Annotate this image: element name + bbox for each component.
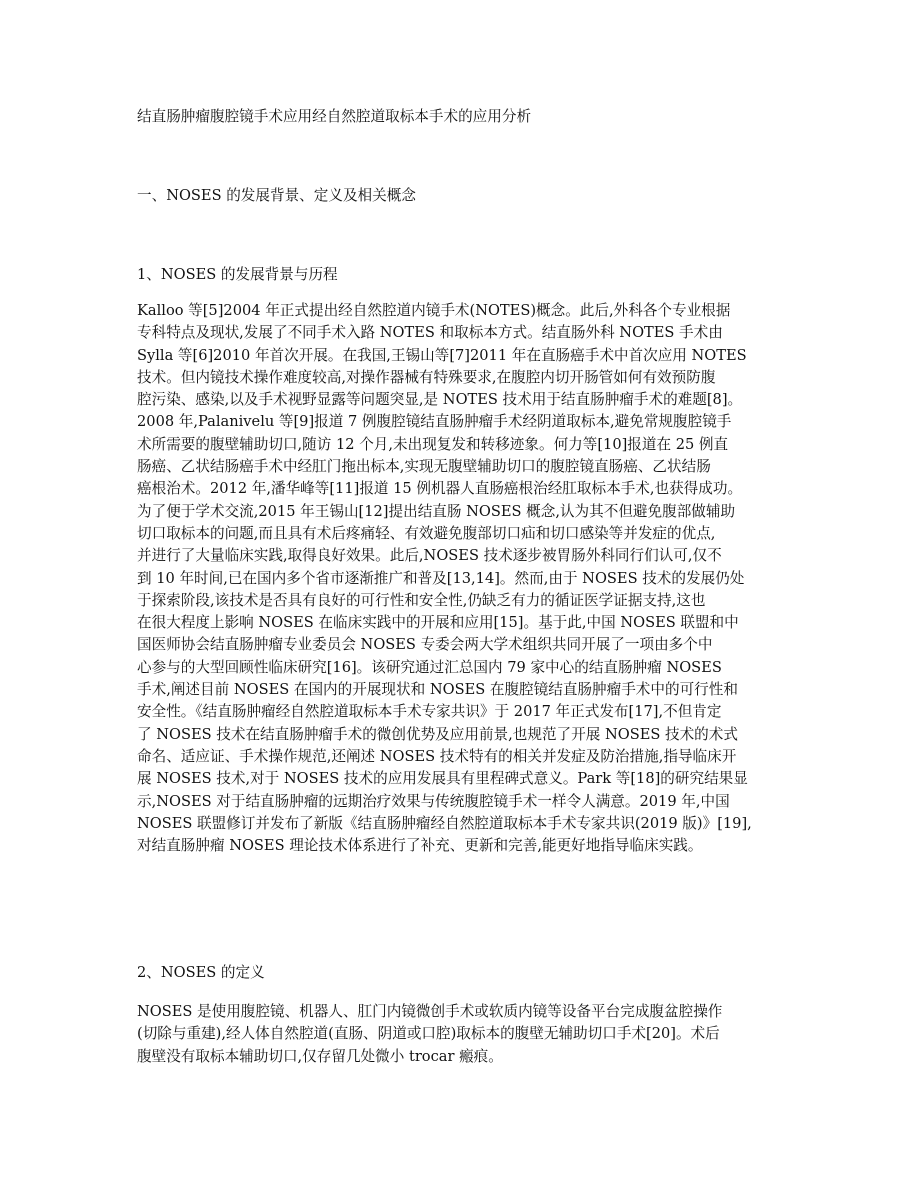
paragraph-line: 为了便于学术交流,2015 年王锡山[12]提出结直肠 NOSES 概念,认为其不但避免腹部做辅助 <box>137 502 736 520</box>
paragraph-line: 肠癌、乙状结肠癌手术中经肛门拖出标本,实现无腹壁辅助切口的腹腔镜直肠癌、乙状结肠 <box>137 458 711 476</box>
paragraph-line: 国医师协会结直肠肿瘤专业委员会 NOSES 专委会两大学术组织共同开展了一项由多个中 <box>137 636 713 654</box>
paragraph-line: 命名、适应证、手术操作规范,还阐述 NOSES 技术特有的相关并发症及防治措施,指导临床开 <box>137 747 737 765</box>
paragraph-line: 专科特点及现状,发展了不同手术入路 NOTES 和取标本方式。结直肠外科 NOTES 手术由 <box>137 324 723 342</box>
paragraph-line: 腔污染、感染,以及手术视野显露等问题突显,是 NOTES 技术用于结直肠肿瘤手术的难题[8]。 <box>137 391 743 409</box>
paragraph-line: 腹壁没有取标本辅助切口,仅存留几处微小 trocar 瘢痕。 <box>137 1047 503 1065</box>
paragraph-line: 切口取标本的问题,而且具有术后疼痛轻、有效避免腹部切口疝和切口感染等并发症的优点, <box>137 524 716 542</box>
paragraph-line: 了 NOSES 技术在结直肠肿瘤手术的微创优势及应用前景,也规范了开展 NOSES 技术的术式 <box>137 725 738 743</box>
paragraph-line: 示,NOSES 对于结直肠肿瘤的远期治疗效果与传统腹腔镜手术一样令人满意。2019 年,中国 <box>137 792 730 810</box>
paragraph-line: NOSES 是使用腹腔镜、机器人、肛门内镜微创手术或软质内镜等设备平台完成腹盆腔操作 <box>137 1003 723 1020</box>
paragraph-line: Kalloo 等[5]2004 年正式提出经自然腔道内镜手术(NOTES)概念。此后,外科各个专业根据 <box>137 302 731 319</box>
paragraph-definition <box>137 1001 787 1068</box>
paragraph-line: NOSES 联盟修订并发布了新版《结直肠肿瘤经自然腔道取标本手术专家共识(2019 版)》[19], <box>137 814 752 832</box>
paragraph-line: 展 NOSES 技术,对于 NOSES 技术的应用发展具有里程碑式意义。Park 等[18]的研究结果显 <box>137 770 748 788</box>
paragraph-line: 于探索阶段,该技术是否具有良好的可行性和安全性,仍缺乏有力的循证医学证据支持,这也 <box>137 591 706 609</box>
subsection-heading-history: 1、NOSES 的发展背景与历程 <box>137 266 338 283</box>
paragraph-line: 在很大程度上影响 NOSES 在临床实践中的开展和应用[15]。基于此,中国 NOSES 联盟和中 <box>137 614 739 632</box>
paragraph-line: 对结直肠肿瘤 NOSES 理论技术体系进行了补充、更新和完善,能更好地指导临床实践。 <box>137 837 703 855</box>
document-title: 结直肠肿瘤腹腔镜手术应用经自然腔道取标本手术的应用分析 <box>137 108 532 125</box>
paragraph-line: 手术,阐述目前 NOSES 在国内的开展现状和 NOSES 在腹腔镜结直肠肿瘤手术中的可行性和 <box>137 681 738 699</box>
subsection-heading-definition: 2、NOSES 的定义 <box>137 964 265 981</box>
paragraph-line: 术所需要的腹壁辅助切口,随访 12 个月,未出现复发和转移迹象。何力等[10]报道在 25 例直 <box>137 435 729 453</box>
paragraph-line: 2008 年,Palanivelu 等[9]报道 7 例腹腔镜结直肠肿瘤手术经阴道取标本,避免常规腹腔镜手 <box>137 413 732 431</box>
paragraph-line: 心参与的大型回顾性临床研究[16]。该研究通过汇总国内 79 家中心的结直肠肿瘤 NOSES <box>137 658 722 676</box>
paragraph-line: (切除与重建),经人体自然腔道(直肠、阴道或口腔)取标本的腹壁无辅助切口手术[20]。术后 <box>137 1025 720 1043</box>
paragraph-history <box>137 300 787 857</box>
paragraph-line: 癌根治术。2012 年,潘华峰等[11]报道 15 例机器人直肠癌根治经肛取标本手术,也获得成功。 <box>137 480 743 498</box>
paragraph-line: Sylla 等[6]2010 年首次开展。在我国,王锡山等[7]2011 年在直肠癌手术中首次应用 NOTES <box>137 346 747 364</box>
paragraph-line: 安全性。《结直肠肿瘤经自然腔道取标本手术专家共识》于 2017 年正式发布[17],不但肯定 <box>137 703 722 721</box>
paragraph-line: 到 10 年时间,已在国内多个省市逐渐推广和普及[13,14]。然而,由于 NOSES 技术的发展仍处 <box>137 569 745 587</box>
paragraph-line: 技术。但内镜技术操作难度较高,对操作器械有特殊要求,在腹腔内切开肠管如何有效预防腹 <box>137 368 716 386</box>
paragraph-line: 并进行了大量临床实践,取得良好效果。此后,NOSES 技术逐步被胃肠外科同行们认可,仅不 <box>137 547 722 565</box>
section-heading: 一、NOSES 的发展背景、定义及相关概念 <box>137 187 416 204</box>
